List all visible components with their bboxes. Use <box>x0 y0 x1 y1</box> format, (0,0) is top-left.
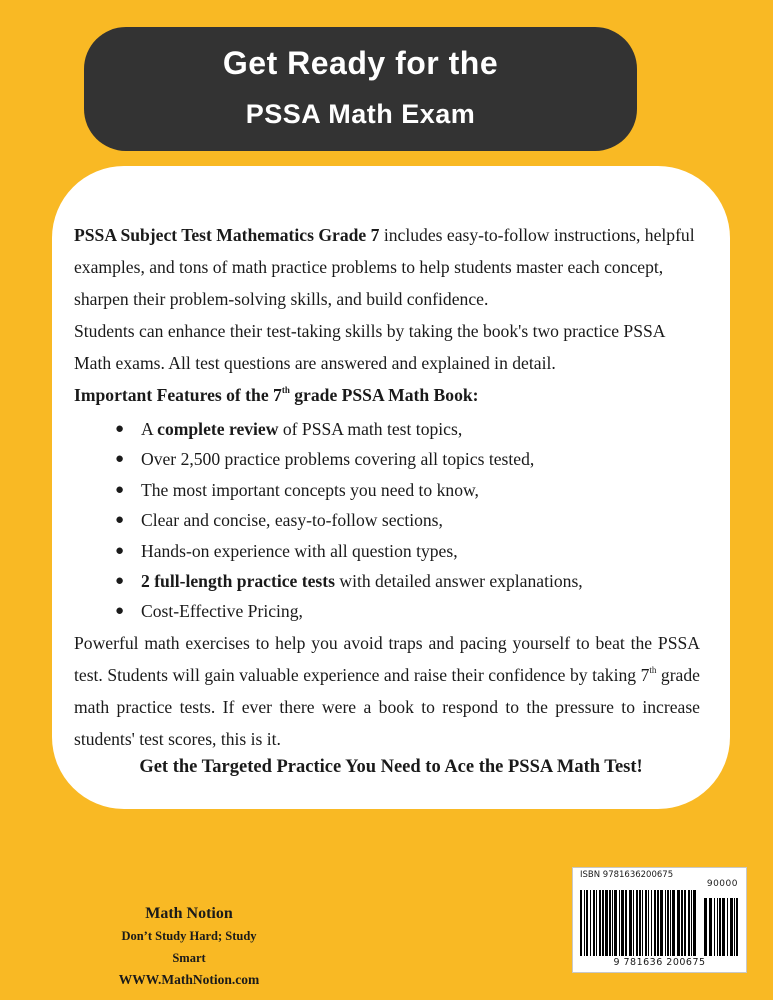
feature-item: ● 2 full-length practice tests with detailed answer explanations, <box>74 566 700 596</box>
closing-paragraph: Powerful math exercises to help you avoid traps and pacing yourself to beat the PSSA test. Students will gain valuable experience and raise their confidence by taking 7th grade math practice tests. If ever there were a book to respond to the pressure to increase students' test scores, this is it. <box>74 632 700 749</box>
intro-paragraph <box>74 219 700 315</box>
publisher-name: Math Notion <box>145 905 233 922</box>
practice-exams-paragraph: Students can enhance their test-taking skills by taking the book's two practice PSSA Math exams. All test questions are answered and explained in detail. <box>74 321 665 373</box>
barcode-bars-icon <box>580 890 698 956</box>
feature-item: ● A complete review of PSSA math test topics, <box>74 414 700 444</box>
features-heading: Important Features of the 7th grade PSSA Math Book: <box>74 385 479 405</box>
isbn-number: ISBN 9781636200675 <box>580 870 674 880</box>
feature-item: ● Cost-Effective Pricing, <box>74 596 700 626</box>
barcode-digits: 9 781636 200675 <box>613 957 706 968</box>
barcode-addon-bars-icon <box>704 898 740 956</box>
publisher-website: WWW.MathNotion.com <box>118 972 260 987</box>
title-line-2: PSSA Math Exam <box>245 99 476 129</box>
isbn-barcode <box>572 867 747 973</box>
title-line-1: Get Ready for the <box>222 45 499 81</box>
bullet-icon: ● <box>115 542 125 559</box>
intro-text: includes easy-to-follow instructions, helpful examples, and tons of math practice problems to help students master each concept, sharpen their problem-solving skills, and build confidence. <box>74 225 695 309</box>
title-banner <box>84 27 637 151</box>
feature-item: ● Over 2,500 practice problems covering all topics tested, <box>74 444 700 474</box>
bullet-icon: ● <box>115 573 125 590</box>
bullet-icon: ● <box>115 481 125 498</box>
price-code: 90000 <box>706 879 738 889</box>
bullet-icon: ● <box>115 451 125 468</box>
publisher-block <box>110 903 268 991</box>
feature-item: ● The most important concepts you need to know, <box>74 475 700 505</box>
feature-item: ● Clear and concise, easy-to-follow sections, <box>74 505 700 535</box>
bullet-icon: ● <box>115 603 125 620</box>
call-to-action: Get the Targeted Practice You Need to Ace the PSSA Math Test! <box>139 757 643 777</box>
publisher-tagline: Don’t Study Hard; Study Smart <box>121 929 257 965</box>
bullet-icon: ● <box>115 421 125 437</box>
feature-item: ● Hands-on experience with all question types, <box>74 536 700 566</box>
content-card <box>52 166 730 809</box>
features-list <box>74 414 700 627</box>
book-title-lead: PSSA Subject Test Mathematics Grade 7 <box>74 225 380 245</box>
bullet-icon: ● <box>115 512 125 529</box>
